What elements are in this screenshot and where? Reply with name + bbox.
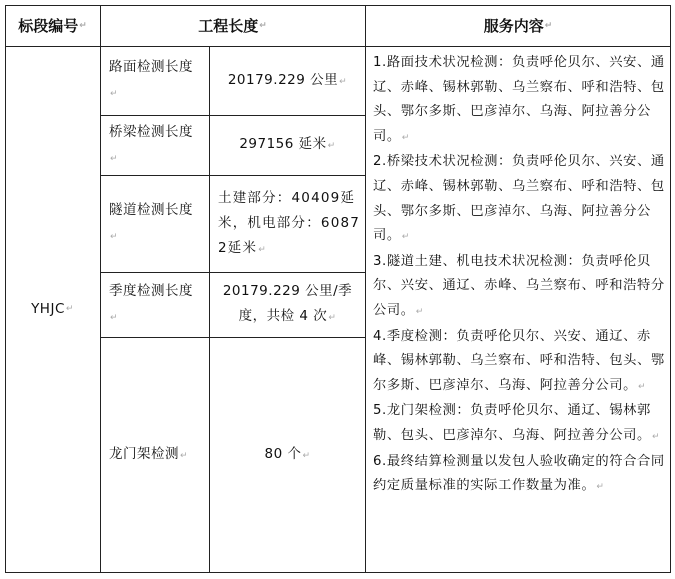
header-services: 服务内容 ↵ xyxy=(483,17,553,35)
service-item: 3.隧道土建、机电技术状况检测：负责呼伦贝尔、兴安、通辽、赤峰、乌兰察布、呼和浩特分公司。↵ xyxy=(373,253,665,318)
paragraph-mark: ↵ xyxy=(110,153,119,164)
service-item: 5.龙门架检测：负责呼伦贝尔、通辽、锡林郭勒、包头、巴彦淖尔、乌海、阿拉善分公司。↵ xyxy=(373,403,661,443)
paragraph-mark: ↵ xyxy=(544,20,553,31)
paragraph-mark: ↵ xyxy=(401,132,410,143)
table-border-right xyxy=(670,5,671,573)
item-tunnel-length: 隧道检测长度↵ xyxy=(109,202,193,242)
paragraph-mark: ↵ xyxy=(258,244,267,255)
item-quarterly-length: 季度检测长度↵ xyxy=(109,283,193,323)
service-item: 6.最终结算检测量以发包人验收确定的符合合同约定质量标准的实际工作数量为准。↵ xyxy=(373,453,665,494)
table-border-bottom xyxy=(5,572,671,573)
service-item: 4.季度检测：负责呼伦贝尔、兴安、通辽、赤峰、锡林郭勒、乌兰察布、呼和浩特、包头、鄂尔多斯、巴彦淖尔、乌海、阿拉善分公司。↵ xyxy=(373,328,665,393)
paragraph-mark: ↵ xyxy=(259,20,267,31)
service-item: 2.桥梁技术状况检测：负责呼伦贝尔、兴安、通辽、赤峰、锡林郭勒、乌兰察布、呼和浩特、包头、鄂尔多斯、巴彦淖尔、乌海、阿拉善分公司。↵ xyxy=(373,154,665,244)
paragraph-mark: ↵ xyxy=(110,232,119,242)
value-bridge-length: 297156 延米↵ xyxy=(239,136,336,152)
paragraph-mark: ↵ xyxy=(65,304,74,314)
paragraph-mark: ↵ xyxy=(651,431,661,442)
service-item: 1.路面技术状况检测：负责呼伦贝尔、兴安、通辽、赤峰、锡林郭勒、乌兰察布、呼和浩特、包头、鄂尔多斯、巴彦淖尔、乌海、阿拉善分公司。↵ xyxy=(373,55,665,144)
paragraph-mark: ↵ xyxy=(638,381,647,392)
item-road-length: 路面检测长度↵ xyxy=(109,59,193,99)
paragraph-mark: ↵ xyxy=(302,450,311,461)
paragraph-mark: ↵ xyxy=(180,450,189,461)
paragraph-mark: ↵ xyxy=(79,20,87,31)
header-section-id: 标段编号 ↵ xyxy=(18,17,87,35)
paragraph-mark: ↵ xyxy=(110,313,119,323)
value-road-length: 20179.229 公里↵ xyxy=(227,71,348,88)
value-gantry-count: 80 个↵ xyxy=(264,445,311,462)
paragraph-mark: ↵ xyxy=(328,313,337,323)
paragraph-mark: ↵ xyxy=(401,232,410,243)
column-divider xyxy=(100,5,101,573)
value-quarterly-length: 20179.229 公里/季度，共检 4 次↵ xyxy=(222,283,353,324)
paragraph-mark: ↵ xyxy=(110,89,119,99)
item-bridge-length: 桥梁检测长度↵ xyxy=(109,123,193,164)
header-length: 工程长度 ↵ xyxy=(198,17,267,35)
contract-table xyxy=(5,5,671,573)
service-content-cell xyxy=(366,50,670,572)
paragraph-mark: ↵ xyxy=(327,141,336,151)
paragraph-mark: ↵ xyxy=(415,306,424,317)
value-tunnel-length: 土建部分：40409延米，机电部分：60872延米↵ xyxy=(218,189,361,256)
paragraph-mark: ↵ xyxy=(339,76,348,87)
item-gantry-inspection: 龙门架检测↵ xyxy=(109,445,189,462)
paragraph-mark: ↵ xyxy=(596,482,605,493)
section-id-cell: YHJC ↵ xyxy=(5,47,100,572)
